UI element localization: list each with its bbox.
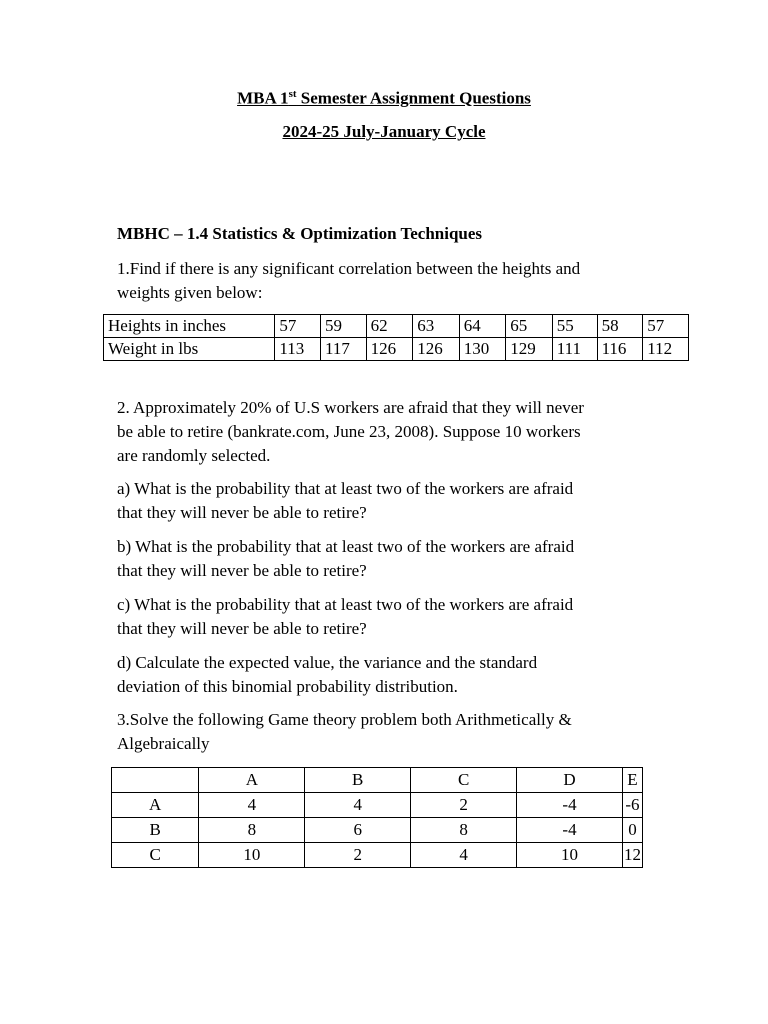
q2c-line: c) What is the probability that at least two of the workers are afraid <box>117 595 574 614</box>
table-cell: 64 <box>459 315 506 338</box>
table-row <box>112 843 643 868</box>
table-cell: 57 <box>275 315 321 338</box>
row-label: C <box>112 843 199 868</box>
question-2b <box>117 535 647 583</box>
table-cell: -4 <box>517 818 623 843</box>
height-weight-table <box>103 314 689 361</box>
table-cell: 0 <box>622 818 642 843</box>
q2-line: are randomly selected. <box>117 446 271 465</box>
q2a-line: a) What is the probability that at least two of the workers are afraid <box>117 479 574 498</box>
table-cell: 63 <box>413 315 460 338</box>
row-label: A <box>112 793 199 818</box>
table-cell: 129 <box>506 338 553 361</box>
subject-heading: MBHC – 1.4 Statistics & Optimization Techniques <box>117 224 483 243</box>
table-cell: 126 <box>413 338 460 361</box>
game-theory-table <box>111 767 643 868</box>
q3-line: Algebraically <box>117 734 210 753</box>
q1-line: weights given below: <box>117 283 263 302</box>
question-3-text <box>117 708 647 756</box>
table-cell: 10 <box>517 843 623 868</box>
table-cell: 59 <box>321 315 367 338</box>
table-cell: 6 <box>305 818 411 843</box>
question-2-text <box>117 396 647 468</box>
table-cell: 65 <box>506 315 553 338</box>
question-2c <box>117 593 647 641</box>
table-header-row <box>112 768 643 793</box>
table-row <box>104 338 689 361</box>
table-cell: 2 <box>305 843 411 868</box>
question-2a <box>117 477 647 525</box>
column-header: C <box>411 768 517 793</box>
row-label: B <box>112 818 199 843</box>
table-row <box>112 793 643 818</box>
table-cell: 117 <box>321 338 367 361</box>
table-cell: -6 <box>622 793 642 818</box>
table-cell: 58 <box>597 315 643 338</box>
table-cell: 4 <box>305 793 411 818</box>
table-cell: 57 <box>643 315 689 338</box>
table-cell: 126 <box>366 338 413 361</box>
q2c-line: that they will never be able to retire? <box>117 619 367 638</box>
q2d-line: deviation of this binomial probability distribution. <box>117 677 458 696</box>
corner-cell <box>112 768 199 793</box>
q3-line: 3.Solve the following Game theory problem both Arithmetically & <box>117 710 572 729</box>
table-cell: 55 <box>552 315 597 338</box>
row-label: Heights in inches <box>104 315 275 338</box>
table-cell: 62 <box>366 315 413 338</box>
table-row <box>112 818 643 843</box>
table-cell: 8 <box>411 818 517 843</box>
column-header: D <box>517 768 623 793</box>
q2d-line: d) Calculate the expected value, the variance and the standard <box>117 653 538 672</box>
table-cell: 116 <box>597 338 643 361</box>
table-cell: 10 <box>199 843 305 868</box>
q2b-line: b) What is the probability that at least two of the workers are afraid <box>117 537 575 556</box>
table-cell: 111 <box>552 338 597 361</box>
table-cell: 4 <box>411 843 517 868</box>
q2b-line: that they will never be able to retire? <box>117 561 367 580</box>
question-1-text <box>117 257 647 305</box>
table-cell: 4 <box>199 793 305 818</box>
table-cell: 2 <box>411 793 517 818</box>
column-header: B <box>305 768 411 793</box>
table-cell: 130 <box>459 338 506 361</box>
q2-line: be able to retire (bankrate.com, June 23, 2008). Suppose 10 workers <box>117 422 581 441</box>
table-cell: 113 <box>275 338 321 361</box>
table-cell: -4 <box>517 793 623 818</box>
question-2d <box>117 651 647 699</box>
document-title: MBA 1st Semester Assignment Questions <box>237 88 531 108</box>
table-cell: 12 <box>622 843 642 868</box>
q1-line: 1.Find if there is any significant correlation between the heights and <box>117 259 581 278</box>
row-label: Weight in lbs <box>104 338 275 361</box>
q2-line: 2. Approximately 20% of U.S workers are afraid that they will never <box>117 398 584 417</box>
q2a-line: that they will never be able to retire? <box>117 503 367 522</box>
table-cell: 112 <box>643 338 689 361</box>
column-header: A <box>199 768 305 793</box>
table-row <box>104 315 689 338</box>
column-header: E <box>622 768 642 793</box>
table-cell: 8 <box>199 818 305 843</box>
cycle-title: 2024-25 July-January Cycle <box>282 122 486 141</box>
